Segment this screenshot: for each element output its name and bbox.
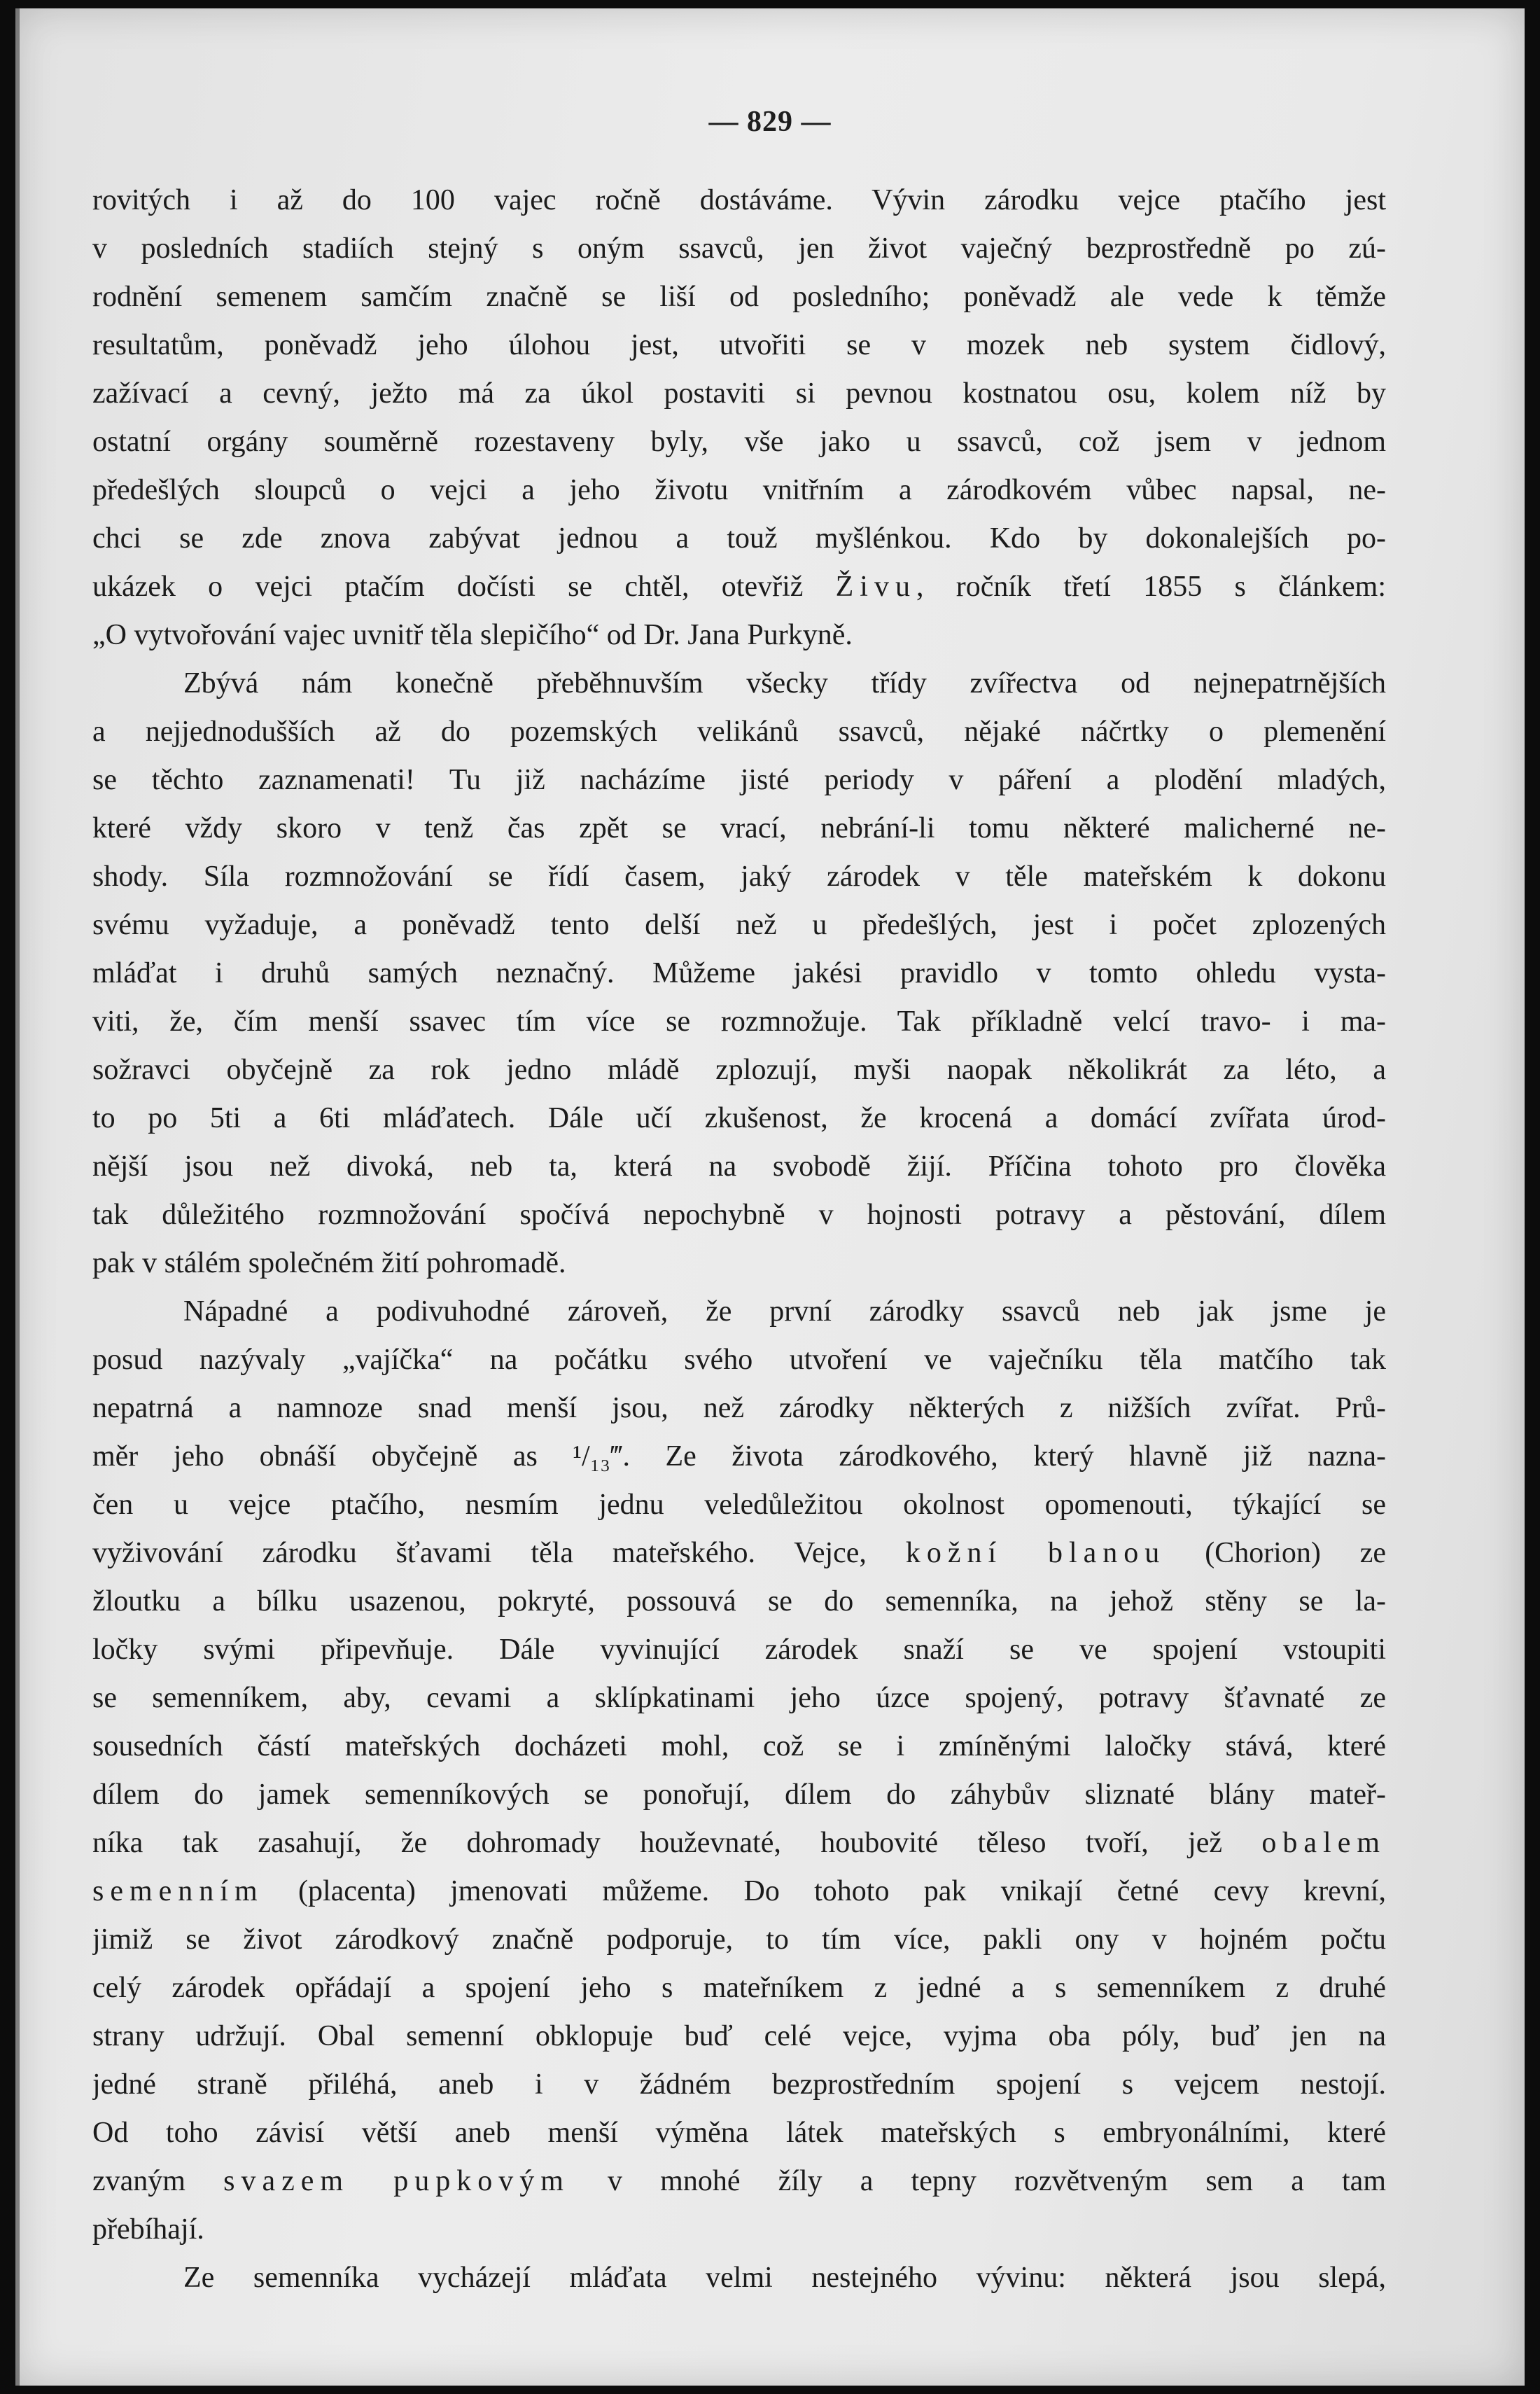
line-text: zvaným: [92, 2165, 186, 2197]
text-line: [92, 1578, 1386, 1626]
line-text: sousedních částí mateřských docházeti mohl, což se i zmíněnými laločky stává, které: [92, 1730, 1386, 1762]
line-text: v posledních stadiích stejný s oným ssavců, jen život vaječný bezprostředně po zú-: [92, 232, 1386, 265]
line-text: tak důležitého rozmnožování spočívá nepochybně v hojnosti potravy a pěstování, dílem: [92, 1199, 1386, 1231]
line-text: shody. Síla rozmnožování se řídí časem, jaký zárodek v těle mateřském k dokonu: [92, 861, 1386, 893]
line-text: se těchto zaznamenati! Tu již nacházíme jisté periody v páření a plodění mladých,: [92, 764, 1386, 796]
line-text: Ze semenníka vycházejí mláďata velmi nestejného vývinu: některá jsou slepá,: [183, 2262, 1386, 2294]
line-text: jimiž se život zárodkový značně podporuje, to tím více, pakli ony v hojném počtu: [92, 1923, 1386, 1956]
line-text-after: (Chorion) ze: [1166, 1537, 1386, 1569]
line-text: ukázek o vejci ptačím dočísti se chtěl, otevřiž: [92, 571, 804, 603]
line-text: Zbývá nám konečně přeběhnuvším všecky třídy zvířectva od nejnepatrnějších: [183, 667, 1386, 700]
text-line: [92, 1819, 1386, 1867]
text-line: [92, 2206, 1386, 2254]
spaced-emphasis: semenním: [92, 1875, 264, 1907]
text-line: [92, 370, 1386, 418]
text-line: [92, 1529, 1386, 1578]
text-line: [92, 1288, 1386, 1336]
text-line: [92, 853, 1386, 901]
text-line: [92, 1046, 1386, 1094]
line-text: rovitých i až do 100 vajec ročně dostáváme. Vývin zárodku vejce ptačího jest: [92, 184, 1386, 216]
line-text: resultatům, poněvadž jeho úlohou jest, utvořiti se v mozek neb system čidlový,: [92, 329, 1386, 361]
text-line: [92, 176, 1386, 225]
line-text-after: , ročník třetí 1855 s článkem:: [916, 571, 1386, 603]
text-line: [92, 949, 1386, 998]
text-line: [92, 1674, 1386, 1723]
line-text: „O vytvořování vajec uvnitř těla slepičího“ od Dr. Jana Purkyně.: [92, 619, 853, 651]
page-binding-edge: [15, 8, 20, 2386]
line-text: čen u vejce ptačího, nesmím jednu veledůležitou okolnost opomenouti, týkající se: [92, 1489, 1386, 1521]
line-text: vyživování zárodku šťavami těla mateřského. Vejce,: [92, 1537, 867, 1569]
line-text: předešlých sloupců o vejci a jeho životu vnitřním a zárodkovém vůbec napsal, ne-: [92, 474, 1386, 506]
spaced-emphasis: svazem pupkovým: [223, 2165, 570, 2197]
text-line: [92, 708, 1386, 756]
text-line: [92, 2061, 1386, 2109]
line-text: sožravci obyčejně za rok jedno mládě zplozují, myši naopak několikrát za léto, a: [92, 1054, 1386, 1086]
line-text: žloutku a bílku usazenou, pokryté, possouvá se do semenníka, na jehož stěny se la-: [92, 1585, 1386, 1617]
line-text: chci se zde znova zabývat jednou a touž myšlénkou. Kdo by dokonalejších po-: [92, 522, 1386, 555]
line-text: posud nazývaly „vajíčka“ na počátku svého utvoření ve vaječníku těla matčího tak: [92, 1344, 1386, 1376]
spaced-emphasis: kožní blanou: [905, 1537, 1166, 1569]
line-text: níka tak zasahují, že dohromady houževnaté, houbovité těleso tvoří, jež: [92, 1827, 1223, 1859]
line-text: Nápadné a podivuhodné zároveň, že první zárodky ssavců neb jak jsme je: [183, 1295, 1386, 1328]
line-text: které vždy skoro v tenž čas zpět se vrací, nebrání-li tomu některé malicherné ne-: [92, 812, 1386, 844]
text-line: [92, 1481, 1386, 1529]
line-text: ostatní orgány souměrně rozestaveny byly, vše jako u ssavců, což jsem v jednom: [92, 426, 1386, 458]
text-line: [92, 2109, 1386, 2157]
spaced-emphasis: Živu: [835, 571, 916, 603]
line-text: mláďat i druhů samých neznačný. Můžeme jakési pravidlo v tomto ohledu vysta-: [92, 957, 1386, 989]
text-line: [92, 515, 1386, 563]
line-text: (placenta) jmenovati můžeme. Do tohoto pak vnikají četné cevy krevní,: [298, 1875, 1386, 1907]
text-line: [92, 1626, 1386, 1674]
text-line: [92, 1239, 1386, 1288]
line-text: a nejjednodušších až do pozemských velikánů ssavců, nějaké náčrtky o plemenění: [92, 716, 1386, 748]
page-number: — 829 —: [708, 106, 832, 138]
line-text: zažívací a cevný, ježto má za úkol postaviti si pevnou kostnatou osu, kolem níž by: [92, 377, 1386, 410]
text-line: [92, 611, 1386, 660]
line-text: pak v stálém společném žití pohromadě.: [92, 1247, 566, 1279]
text-line: [92, 805, 1386, 853]
text-line: [92, 1433, 1386, 1481]
line-text: dílem do jamek semenníkových se ponořují, dílem do záhybův sliznaté blány mateř-: [92, 1779, 1386, 1811]
text-line: [92, 1094, 1386, 1143]
text-line: [92, 2254, 1386, 2302]
text-line: [92, 998, 1386, 1046]
text-line: [92, 1143, 1386, 1191]
text-line: [92, 2157, 1386, 2206]
body-text: [92, 176, 1386, 2302]
text-line: [92, 466, 1386, 515]
line-text-after: v mnohé žíly a tepny rozvětveným sem a tam: [569, 2165, 1386, 2197]
text-line: [92, 418, 1386, 466]
text-line: [92, 1867, 1386, 1916]
text-line: [92, 1191, 1386, 1239]
text-line: [92, 1384, 1386, 1433]
text-line: [92, 756, 1386, 805]
text-line: [92, 660, 1386, 708]
line-text: rodnění semenem samčím značně se liší od posledního; poněvadž ale vede k těmže: [92, 281, 1386, 313]
text-line: [92, 1964, 1386, 2012]
line-text: viti, že, čím menší ssavec tím více se rozmnožuje. Tak příkladně velcí travo- i ma-: [92, 1005, 1386, 1038]
line-text: to po 5ti a 6ti mláďatech. Dále učí zkušenost, že krocená a domácí zvířata úrod-: [92, 1102, 1386, 1134]
line-text: nější jsou než divoká, neb ta, která na svobodě žijí. Příčina tohoto pro člověka: [92, 1150, 1386, 1183]
line-text: ločky svými připevňuje. Dále vyvinující zárodek snaží se ve spojení vstoupiti: [92, 1634, 1386, 1666]
line-text: měr jeho obnáší obyčejně as ¹/₁₃‴. Ze života zárodkového, který hlavně již nazna-: [92, 1440, 1386, 1473]
text-line: [92, 2012, 1386, 2061]
text-line: [92, 273, 1386, 321]
line-text: strany udržují. Obal semenní obklopuje buď celé vejce, vyjma oba póly, buď jen na: [92, 2020, 1386, 2052]
line-text: Od toho závisí větší aneb menší výměna látek mateřských s embryonálními, které: [92, 2117, 1386, 2149]
text-line: [92, 563, 1386, 611]
line-text: svému vyžaduje, a poněvadž tento delší než u předešlých, jest i počet zplozených: [92, 909, 1386, 941]
text-line: [92, 1723, 1386, 1771]
text-line: [92, 225, 1386, 273]
spaced-emphasis: obalem: [1261, 1827, 1386, 1859]
text-line: [92, 901, 1386, 949]
line-text: nepatrná a namnoze snad menší jsou, než zárodky některých z nižších zvířat. Prů-: [92, 1392, 1386, 1424]
text-line: [92, 1771, 1386, 1819]
line-text: se semenníkem, aby, cevami a sklípkatinami jeho úzce spojený, potravy šťavnaté ze: [92, 1682, 1386, 1714]
text-line: [92, 321, 1386, 370]
line-text: celý zárodek opřádají a spojení jeho s mateřníkem z jedné a s semenníkem z druhé: [92, 1972, 1386, 2004]
text-line: [92, 1336, 1386, 1384]
line-text: jedné straně přiléhá, aneb i v žádném bezprostředním spojení s vejcem nestojí.: [92, 2068, 1386, 2101]
line-text: přebíhají.: [92, 2213, 204, 2246]
text-line: [92, 1916, 1386, 1964]
